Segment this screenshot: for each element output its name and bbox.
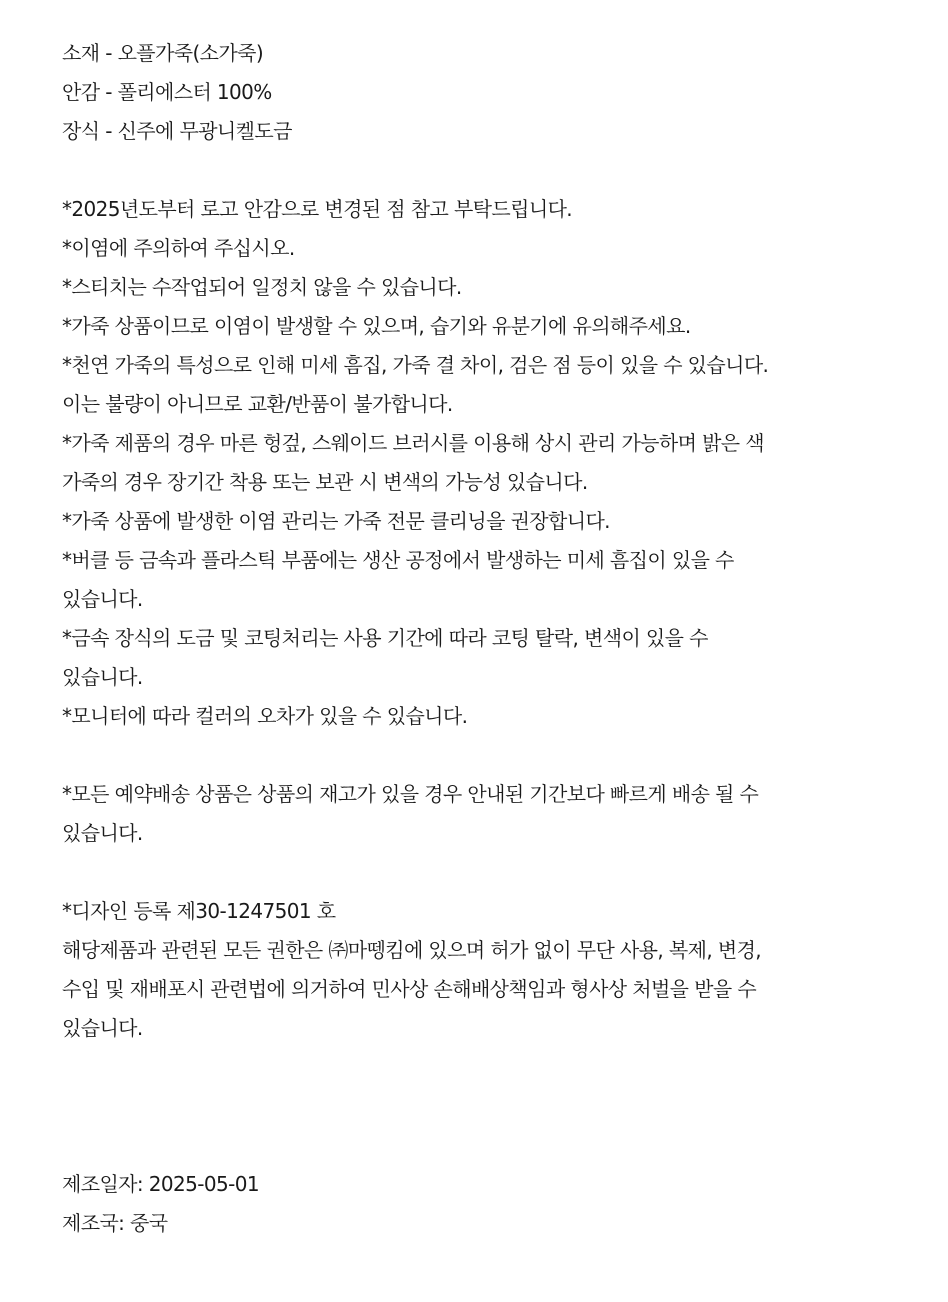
notice-line: *천연 가죽의 특성으로 인해 미세 흠집, 가죽 결 차이, 검은 점 등이 있을 수 있습니다.	[62, 353, 769, 377]
notice-line: *모니터에 따라 컬러의 오차가 있을 수 있습니다.	[62, 704, 468, 728]
shipping-notice-section	[62, 775, 942, 853]
spacer	[62, 736, 942, 775]
material-line-hardware: 장식 - 신주에 무광니켈도금	[62, 119, 292, 143]
notice-line: 있습니다.	[62, 587, 143, 611]
design-registration-section	[62, 892, 942, 1048]
material-line-shell: 소재 - 오플가죽(소가죽)	[62, 41, 264, 65]
product-info-document	[62, 34, 942, 1243]
shipping-line: 있습니다.	[62, 821, 143, 845]
spacer	[62, 1048, 942, 1165]
material-line-lining: 안감 - 폴리에스터 100%	[62, 80, 272, 104]
copyright-line: 해당제품과 관련된 모든 권한은 ㈜마뗑킴에 있으며 허가 없이 무단 사용, 복제, 변경,	[62, 938, 762, 962]
notice-line: *버클 등 금속과 플라스틱 부품에는 생산 공정에서 발생하는 미세 흠집이 있을 수	[62, 548, 734, 572]
shipping-line: *모든 예약배송 상품은 상품의 재고가 있을 경우 안내된 기간보다 빠르게 배송 될 수	[62, 782, 759, 806]
spacer	[62, 151, 942, 190]
care-notices-section	[62, 190, 942, 736]
notice-line: 가죽의 경우 장기간 착용 또는 보관 시 변색의 가능성 있습니다.	[62, 470, 588, 494]
notice-line: *금속 장식의 도금 및 코팅처리는 사용 기간에 따라 코팅 탈락, 변색이 있을 수	[62, 626, 708, 650]
manufacture-date: 제조일자: 2025-05-01	[62, 1172, 260, 1196]
spacer	[62, 853, 942, 892]
manufacture-country: 제조국: 중국	[62, 1211, 168, 1235]
notice-line: *이염에 주의하여 주십시오.	[62, 236, 295, 260]
manufacture-info-section	[62, 1165, 942, 1243]
notice-line: *스티치는 수작업되어 일정치 않을 수 있습니다.	[62, 275, 462, 299]
notice-line: 있습니다.	[62, 665, 143, 689]
notice-line: *2025년도부터 로고 안감으로 변경된 점 참고 부탁드립니다.	[62, 197, 573, 221]
copyright-line: 수입 및 재배포시 관련법에 의거하여 민사상 손해배상책임과 형사상 처벌을 받을 수	[62, 977, 757, 1001]
notice-line: *가죽 제품의 경우 마른 헝겊, 스웨이드 브러시를 이용해 상시 관리 가능하며 밝은 색	[62, 431, 765, 455]
notice-line: *가죽 상품에 발생한 이염 관리는 가죽 전문 클리닝을 권장합니다.	[62, 509, 610, 533]
materials-section	[62, 34, 942, 151]
notice-line: *가죽 상품이므로 이염이 발생할 수 있으며, 습기와 유분기에 유의해주세요.	[62, 314, 691, 338]
copyright-line: 있습니다.	[62, 1016, 143, 1040]
notice-line: 이는 불량이 아니므로 교환/반품이 불가합니다.	[62, 392, 453, 416]
design-registration-number: *디자인 등록 제30-1247501 호	[62, 899, 336, 923]
